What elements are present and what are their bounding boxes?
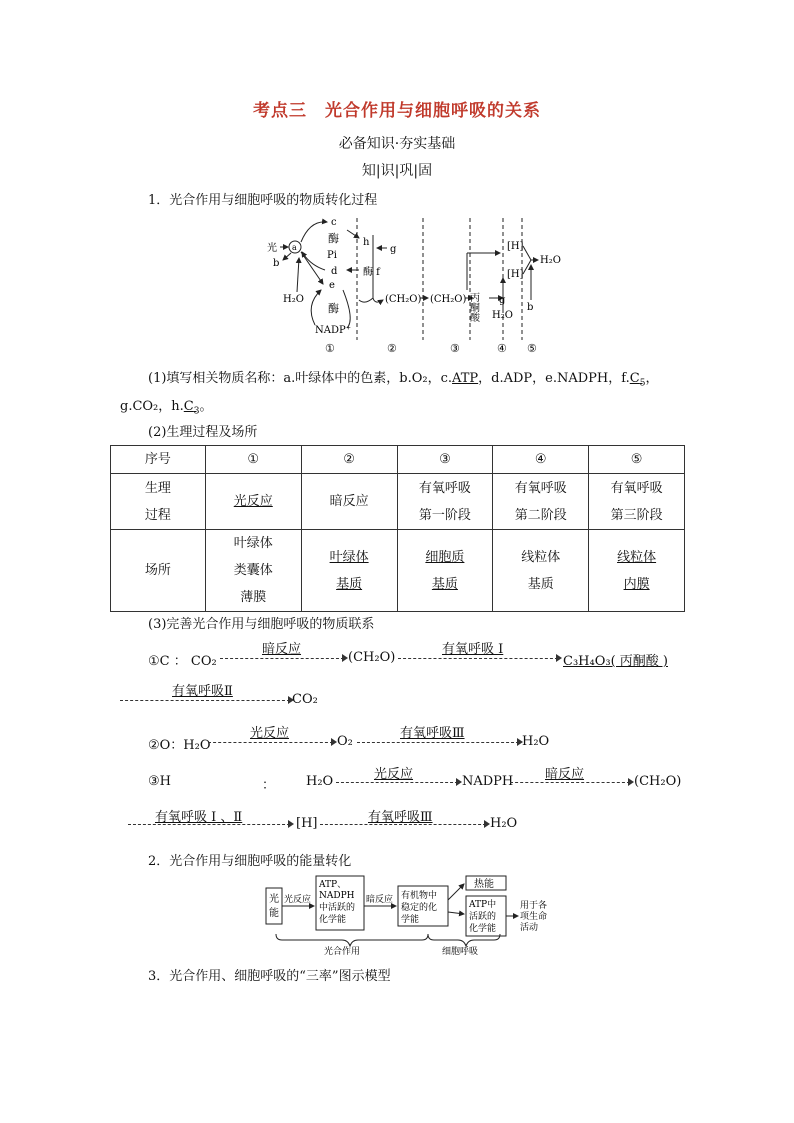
h-line-mid-2: [H] bbox=[296, 816, 318, 831]
box3-line1: 有机物中 bbox=[401, 891, 438, 901]
table-cell: 有氧呼吸 第一阶段 bbox=[397, 474, 493, 530]
arrowhead bbox=[556, 654, 562, 662]
h-line-label-4: 有氧呼吸Ⅲ bbox=[368, 810, 433, 825]
box3-line3: 学能 bbox=[401, 915, 420, 925]
pyruvate-label: 丙酮酸 bbox=[467, 292, 479, 322]
h-label: h bbox=[363, 237, 370, 248]
arrowhead bbox=[288, 820, 294, 828]
stage-2: ② bbox=[387, 342, 397, 355]
answer-c: ATP bbox=[452, 371, 479, 386]
c-line-end-2: CO₂ bbox=[292, 692, 318, 707]
brace-photosynthesis: 光合作用 bbox=[324, 947, 361, 956]
answer-h: $C_3$ bbox=[183, 399, 200, 417]
brace-respiration: 细胞呼吸 bbox=[442, 947, 479, 956]
pi-label: Pi bbox=[327, 250, 337, 261]
c-arrow-3 bbox=[120, 700, 290, 701]
section-label: 知|识|巩|固 bbox=[361, 163, 433, 179]
arrow-light-reaction: 光反应 bbox=[284, 895, 312, 905]
light-energy-2: 能 bbox=[269, 908, 279, 919]
box2-line1: ATP、 bbox=[319, 880, 347, 890]
table-cell: ① bbox=[205, 446, 301, 474]
H2-label: [H] bbox=[507, 269, 524, 280]
light-text: 光 bbox=[267, 243, 277, 254]
c-label: c bbox=[331, 217, 337, 228]
H1-label: [H] bbox=[507, 241, 524, 252]
subtitle: 必备知识·夯实基础 bbox=[338, 136, 456, 152]
table-cell: 线粒体 内膜 bbox=[589, 530, 685, 612]
box2-line4: 化学能 bbox=[319, 915, 347, 925]
box5-line2: 活跃的 bbox=[469, 912, 497, 922]
c-line-label-1: 暗反应 bbox=[262, 642, 302, 657]
c-line-prefix: ①C ： CO₂ bbox=[148, 654, 217, 669]
c-line-mid: (CH₂O) bbox=[348, 650, 396, 665]
b2-label: b bbox=[527, 302, 534, 313]
table-cell: 生理 过程 bbox=[111, 474, 206, 530]
box2-line3: 中活跃的 bbox=[319, 903, 356, 913]
h-line-end: (CH₂O) bbox=[634, 774, 682, 789]
stage-3: ③ bbox=[450, 342, 460, 355]
c-arrow-1 bbox=[220, 658, 344, 659]
h-arrow-2 bbox=[510, 782, 630, 783]
table-cell: 暗反应 bbox=[301, 474, 397, 530]
q1-heading: 1．光合作用与细胞呼吸的物质转化过程 bbox=[148, 193, 378, 208]
names-line-2: g.CO₂，$h.C_3$。 bbox=[120, 399, 213, 417]
h-arrow-4 bbox=[320, 824, 486, 825]
table-cell: 线粒体 基质 bbox=[493, 530, 589, 612]
enzyme-2: 酶 bbox=[328, 302, 339, 315]
process-table bbox=[110, 445, 685, 612]
q3-heading: (3)完善光合作用与细胞呼吸的物质联系 bbox=[148, 617, 375, 632]
stage-5: ⑤ bbox=[527, 342, 537, 355]
c-arrow-2 bbox=[398, 658, 558, 659]
table-cell: 有氧呼吸 第三阶段 bbox=[589, 474, 685, 530]
box5-line1: ATP中 bbox=[469, 900, 497, 910]
stage-1: ① bbox=[325, 342, 335, 355]
table-cell: ④ bbox=[493, 446, 589, 474]
q2-heading: (2)生理过程及场所 bbox=[148, 425, 258, 440]
o-arrow-1 bbox=[208, 742, 333, 743]
table-cell: ⑤ bbox=[589, 446, 685, 474]
arrow-dark-reaction: 暗反应 bbox=[366, 895, 394, 905]
c-line-label-3: 有氧呼吸Ⅱ bbox=[172, 684, 233, 699]
box2-line2: NADPH bbox=[319, 891, 355, 901]
h-line-prefix: ③H bbox=[148, 774, 171, 789]
h2o-label: H₂O bbox=[283, 294, 304, 305]
use-line2: 项生命 bbox=[520, 912, 548, 922]
table-cell: 细胞质 基质 bbox=[397, 530, 493, 612]
o-line-label-1: 光反应 bbox=[250, 726, 290, 741]
o-arrow-2 bbox=[357, 742, 519, 743]
light-energy-1: 光 bbox=[269, 894, 279, 905]
ch2o-2: (CH₂O) bbox=[430, 294, 467, 305]
o-line-label-2: 有氧呼吸Ⅲ bbox=[400, 726, 465, 741]
names-line: (1)填写相关物质名称：a.叶绿体中的色素，b.O₂，c.ATP，d.ADP，e.NADPH，$f.C_5$， bbox=[148, 371, 659, 389]
table-cell: ② bbox=[301, 446, 397, 474]
o-line-end: H₂O bbox=[522, 734, 550, 749]
energy-conversion-diagram bbox=[262, 872, 572, 956]
nadp-label: NADP⁺ bbox=[315, 325, 351, 336]
enzyme-1: 酶 bbox=[328, 232, 339, 245]
o-line-mid: O₂ bbox=[337, 734, 353, 749]
table-cell: 叶绿体 基质 bbox=[301, 530, 397, 612]
table-cell: 场所 bbox=[111, 530, 206, 612]
page-title: 考点三 光合作用与细胞呼吸的关系 bbox=[253, 101, 541, 121]
q2-energy-heading: 2．光合作用与细胞呼吸的能量转化 bbox=[148, 854, 352, 869]
q3-three-rates-heading: 3．光合作用、细胞呼吸的“三率”图示模型 bbox=[148, 969, 391, 984]
h-line-mid: NADPH bbox=[462, 774, 514, 789]
table-cell: ③ bbox=[397, 446, 493, 474]
h-line-label-2: 暗反应 bbox=[545, 767, 585, 782]
heat-box: 热能 bbox=[474, 879, 494, 890]
table-row bbox=[111, 530, 685, 612]
table-row bbox=[111, 474, 685, 530]
enzyme-f-label: 酶 f bbox=[363, 267, 380, 278]
h-arrow-3 bbox=[128, 824, 290, 825]
h-arrow-1 bbox=[336, 782, 458, 783]
g2-label: g bbox=[499, 295, 506, 306]
a-label: a bbox=[292, 243, 297, 252]
table-row bbox=[111, 446, 685, 474]
h-line-end-2: H₂O bbox=[490, 816, 518, 831]
d-label: d bbox=[331, 266, 338, 277]
table-cell: 光反应 bbox=[205, 474, 301, 530]
table-cell: 有氧呼吸 第二阶段 bbox=[493, 474, 589, 530]
use-line1: 用于各 bbox=[520, 901, 548, 911]
use-line3: 活动 bbox=[520, 923, 539, 933]
e-label: e bbox=[329, 280, 335, 291]
o-line-prefix: ②O：H₂O bbox=[148, 738, 211, 753]
c-line-label-2: 有氧呼吸 Ⅰ bbox=[442, 642, 504, 657]
h-line-start: H₂O bbox=[306, 774, 334, 789]
table-cell: 叶绿体 类囊体 薄膜 bbox=[205, 530, 301, 612]
h-line-label-3: 有氧呼吸 Ⅰ 、Ⅱ bbox=[155, 810, 243, 825]
answer-f: $C_5$ bbox=[629, 371, 646, 389]
g-label: g bbox=[390, 244, 397, 255]
table-cell: 序号 bbox=[111, 446, 206, 474]
box3-line2: 稳定的化 bbox=[401, 903, 438, 913]
c-line-end: C₃H₄O₃( 丙酮酸 ) bbox=[563, 654, 668, 669]
h2o-2-label: H₂O bbox=[492, 310, 513, 321]
box5-line3: 化学能 bbox=[469, 924, 497, 934]
h-line-label-1: 光反应 bbox=[374, 767, 414, 782]
h2o-3-label: H₂O bbox=[540, 255, 561, 266]
b-label: b bbox=[273, 258, 280, 269]
material-conversion-diagram bbox=[255, 210, 575, 360]
stage-4: ④ bbox=[497, 342, 507, 355]
h-line-colon: ： bbox=[262, 778, 276, 793]
ch2o-1: (CH₂O) bbox=[385, 294, 422, 305]
